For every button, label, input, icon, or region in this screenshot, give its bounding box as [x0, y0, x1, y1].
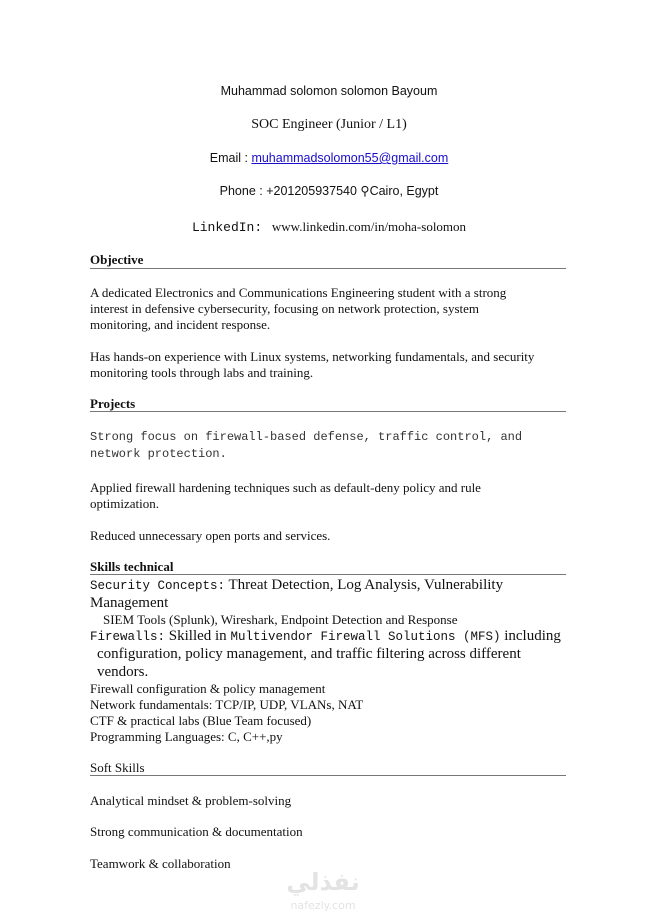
skill-siem: SIEM Tools (Splunk), Wireshark, Endpoint Detection and Response — [103, 612, 458, 627]
objective-text: monitoring, and incident response. — [90, 317, 271, 332]
phone: Phone : +201205937540 — [219, 184, 357, 198]
candidate-name: Muhammad solomon solomon Bayoum — [220, 84, 438, 98]
skill-text: Skilled in — [165, 628, 231, 644]
project-text: network protection. — [90, 447, 227, 461]
linkedin-url[interactable]: www.linkedin.com/in/moha-solomon — [271, 219, 467, 234]
skill-text: Management — [90, 595, 169, 611]
skill-text: Threat Detection, Log Analysis, Vulnerability — [225, 577, 504, 593]
objective-text: A dedicated Electronics and Communications Engineering student with a strong — [90, 285, 507, 300]
divider — [90, 268, 566, 269]
skill-label: Security Concepts: — [90, 579, 226, 593]
email-link[interactable]: muhammadsolomon55@gmail.com — [251, 151, 449, 165]
skill-text: configuration, policy management, and traffic filtering across different — [97, 646, 521, 662]
skill-label: Firewalls: — [90, 630, 166, 644]
project-text: optimization. — [90, 496, 159, 511]
divider — [90, 775, 566, 776]
skill-item: CTF & practical labs (Blue Team focused) — [90, 713, 312, 728]
section-heading-skills: Skills technical — [90, 559, 174, 574]
skill-item: Programming Languages: C, C++,py — [90, 729, 283, 744]
email-line — [0, 150, 658, 166]
watermark-logo: نفذلي — [286, 868, 360, 896]
skill-text: including — [500, 628, 561, 644]
soft-skill-item: Analytical mindset & problem-solving — [90, 793, 292, 808]
section-heading-soft-skills: Soft Skills — [90, 760, 145, 775]
divider — [90, 411, 566, 412]
divider — [90, 574, 566, 575]
objective-text: interest in defensive cybersecurity, focusing on network protection, system — [90, 301, 480, 316]
location-pin-icon: ⚲ — [360, 184, 370, 198]
skill-text: vendors. — [97, 664, 149, 680]
phone-line — [0, 183, 658, 199]
soft-skill-item: Strong communication & documentation — [90, 824, 303, 839]
skill-item: Network fundamentals: TCP/IP, UDP, VLANs, NAT — [90, 697, 364, 712]
soft-skill-item: Teamwork & collaboration — [90, 856, 231, 871]
location: Cairo, Egypt — [369, 184, 439, 198]
watermark-url: nafezly.com — [290, 899, 356, 912]
objective-text: Has hands-on experience with Linux systems, networking fundamentals, and security — [90, 349, 535, 364]
project-text: Reduced unnecessary open ports and services. — [90, 528, 331, 543]
skill-item: Firewall configuration & policy management — [90, 681, 326, 696]
section-heading-objective: Objective — [90, 252, 144, 267]
job-title: SOC Engineer (Junior / L1) — [251, 117, 407, 132]
section-heading-projects: Projects — [90, 396, 136, 411]
project-text: Strong focus on firewall-based defense, traffic control, and — [90, 430, 523, 444]
skill-firewalls — [90, 627, 561, 646]
linkedin-line — [0, 219, 658, 236]
project-text: Applied firewall hardening techniques such as default-deny policy and rule — [90, 480, 481, 495]
linkedin-label: LinkedIn: — [191, 220, 263, 235]
skill-text: Multivendor Firewall Solutions (MFS) — [230, 630, 501, 644]
skill-security-concepts — [90, 576, 503, 595]
objective-text: monitoring tools through labs and training. — [90, 365, 314, 380]
email-label: Email : — [209, 151, 252, 165]
